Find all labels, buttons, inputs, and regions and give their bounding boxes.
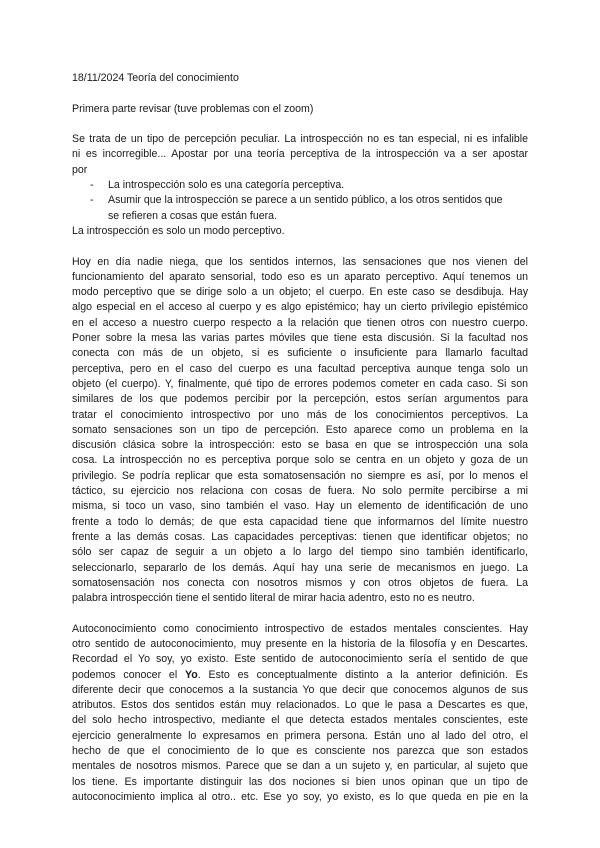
- spacer: [72, 606, 528, 621]
- bullet-text: Asumir que la introspección se parece a un sentido público, a los otros sentidos que: [108, 194, 503, 207]
- spacer: [72, 239, 528, 254]
- text-line: sólo ser capaz de seguir a un objeto a lo largo del tiempo sino también identificarlo,: [72, 546, 528, 559]
- text-line: Autoconocimiento como conocimiento introspectivo de estados mentales conscientes. Hay: [72, 622, 528, 635]
- text-line: por: [72, 163, 88, 176]
- text-line: discusión clásica sobre la introspección: esto se basa en que se introspección una sola: [72, 439, 528, 452]
- text-line: misma, si toco un vaso, sino también el vaso. Hay un elemento de identificación de uno: [72, 500, 528, 513]
- intro-closing: La introspección es solo un modo perceptivo.: [72, 224, 285, 237]
- text-line: algo especial en el acceso al cuerpo y es algo epistémico; hay un cierto privilegio epistémico: [72, 301, 528, 314]
- text-line: palabra introspección tiene el sentido literal de mirar hacia adentro, esto no es neutro.: [72, 592, 475, 605]
- bullet-item: [72, 193, 528, 208]
- intro-paragraph: [72, 132, 528, 178]
- text-fragment: . Esto es conceptualmente distinto a la anterior definición. Es: [197, 668, 528, 681]
- text-line: Poner sobre la mesa las varias partes móviles que tiene esta discusión. Si la facultad nos: [72, 332, 528, 345]
- text-line: ejercicio generalmente lo expresamos en primera persona. Están uno al lado del otro, el: [72, 729, 528, 742]
- date-title: 18/11/2024 Teoría del conocimiento: [72, 72, 239, 84]
- paragraph-self-knowledge: [72, 622, 528, 806]
- bullet-text: La introspección solo es una categoría perceptiva.: [108, 179, 345, 192]
- bullet-dash: -: [90, 179, 94, 192]
- bullet-text-continued: se refieren a cosas que están fuera.: [108, 209, 278, 222]
- text-line: atributos. Estos dos sentidos están muy relacionados. Lo que le pasa a Descartes es que,: [72, 699, 528, 712]
- text-line: frente a las demás cosas. Las capacidades perceptivas: tienen que identificar objetos; no: [72, 530, 528, 543]
- text-line: en el acceso a nuestro cuerpo respecto a la relación que tienen otros con nuestro cuerpo.: [72, 316, 528, 329]
- text-line: Recordad el Yo soy, yo existo. Este sentido de autoconocimiento sería el sentido de que: [72, 653, 528, 666]
- text-line: somatosensación nos conecta con nosotros mismos y con otros objetos de fuera. La: [72, 576, 528, 589]
- bullet-list: [72, 178, 528, 224]
- text-line: tratar el conocimiento introspectivo por uno más de los conocimientos perceptivos. La: [72, 408, 528, 421]
- text-line: mentales de nosotros mismos. Parece que se dan a un sujeto y, en particular, al sujeto que: [72, 760, 528, 773]
- text-line: diferente decir que conocemos a la sustancia Yo que decir que conocemos algunos de sus: [72, 683, 528, 696]
- text-line: Hoy en día nadie niega, que los sentidos internos, las sensaciones que nos vienen del: [72, 255, 528, 268]
- text-line: del solo hecho introspectivo, mediante el que detecta estados mentales conscientes, este: [72, 714, 528, 727]
- spacer: [72, 117, 528, 132]
- text-line: autoconocimiento implica al otro.. etc. Ese yo soy, yo existo, es lo que queda en pie en la: [72, 790, 528, 803]
- text-line: modo perceptivo que se dirige solo a un objeto; el cuerpo. En este caso se desdibuja. Hay: [72, 286, 528, 299]
- text-line: táctico, su ejercicio nos relaciona con cosas de fuera. No solo permite percibirse a mi: [72, 485, 528, 498]
- bold-yo: Yo: [185, 668, 198, 681]
- text-line: ni es incorregible... Apostar por una teoría perceptiva de la introspección va a ser apostar: [72, 148, 528, 161]
- bullet-item: [72, 178, 528, 193]
- subtitle-note: Primera parte revisar (tuve problemas con el zoom): [72, 102, 314, 115]
- text-line: objeto (el cuerpo). Y, finalmente, qué tipo de errores podemos cometer en cada caso. Si son: [72, 377, 528, 390]
- text-line: hecho de que el conocimiento de lo que es consciente nos parezca que son estados: [72, 745, 528, 758]
- spacer: [72, 86, 528, 101]
- text-line: conecta con más de un objeto, si es suficiente o insuficiente para llamarlo facultad: [72, 347, 528, 360]
- text-line: frente a todo lo demás; de que esta capacidad tiene que informarnos del límite nuestro: [72, 515, 528, 528]
- text-line: seleccionarlo, separarlo de los demás. Aquí hay una serie de mecanismos en juego. La: [72, 561, 528, 574]
- bullet-dash: -: [90, 194, 94, 207]
- text-line: otro sentido de autoconocimiento, muy presente en la historia de la filosofía y en Descartes.: [72, 637, 528, 650]
- document-body: [72, 71, 528, 805]
- text-line: similares de los que podemos percibir por la percepción, estos serían argumentos para: [72, 393, 528, 406]
- text-line: funcionamiento del aparato sensorial, todo eso es un aparato perceptivo. Aquí tenemos un: [72, 270, 528, 283]
- text-line: somato sensaciones son un tipo de percepción. Esto aparece como un problema en la: [72, 423, 528, 436]
- text-line: Se trata de un tipo de percepción peculiar. La introspección no es tan especial, ni es infalible: [72, 133, 528, 146]
- text-line: cosa. La introspección no es perceptiva porque solo se centra en un objeto y goza de un: [72, 454, 528, 467]
- text-line: privilegio. Se podría replicar que esta somatosensación no siempre es así, por lo menos el: [72, 469, 528, 482]
- text-line: perceptiva, pero en el caso del cuerpo es una facultad perceptiva aunque tenga solo un: [72, 362, 528, 375]
- text-fragment: podemos conocer el: [72, 668, 186, 681]
- text-line-with-bold: [72, 668, 528, 683]
- text-line: los tiene. Es importante distinguir las dos nociones si bien unos opinan que un tipo de: [72, 775, 528, 788]
- paragraph-somatosensation: [72, 255, 528, 607]
